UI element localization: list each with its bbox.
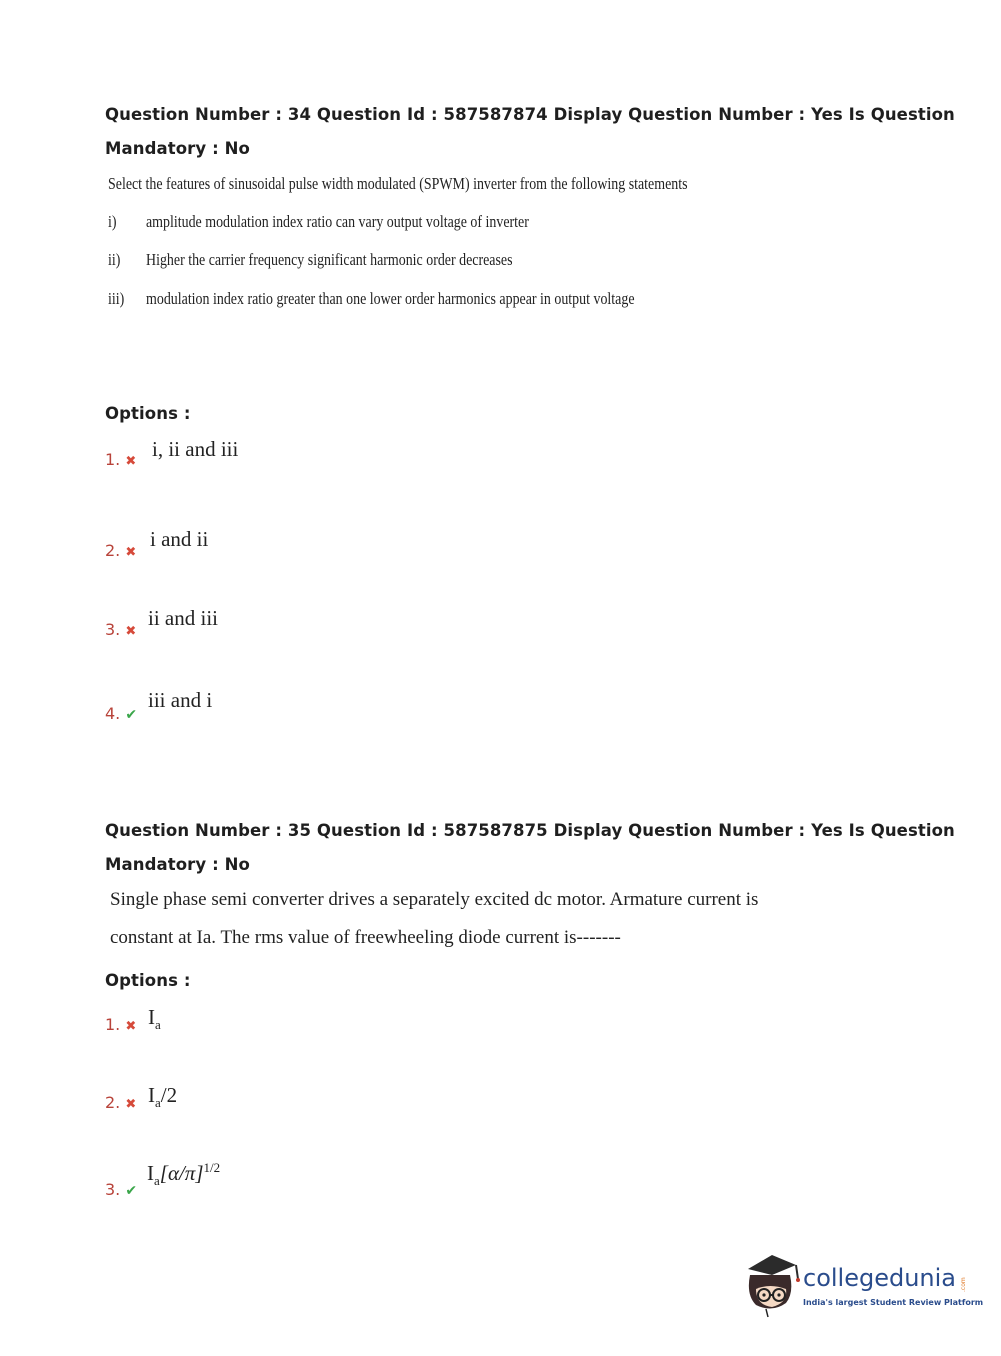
question-34-options-label: Options : [105, 404, 191, 423]
option-number: 4. [105, 704, 121, 723]
check-icon: ✔ [125, 707, 138, 723]
option-number: 2. [105, 1093, 121, 1112]
statement-3-text: modulation index ratio greater than one lower order harmonics appear in output voltage [146, 289, 635, 308]
cross-icon: ✖ [125, 1097, 137, 1112]
logo-wordmark: collegedunia [803, 1264, 957, 1292]
question-35-stem-line1: Single phase semi converter drives a separately excited dc motor. Armature current is [110, 889, 759, 910]
q34-option-3 [105, 620, 136, 639]
q34-option-4 [105, 704, 137, 723]
option-number: 1. [105, 450, 121, 469]
cross-icon: ✖ [125, 624, 137, 639]
q34-option-1 [105, 450, 136, 469]
logo-suffix-text: .com [960, 1277, 967, 1292]
question-35-options-label: Options : [105, 971, 191, 990]
option-number: 2. [105, 541, 121, 560]
statement-3-number: iii) [108, 289, 125, 308]
q34-option-4-text: iii and i [148, 688, 213, 712]
question-34-meta-line2: Mandatory : No [105, 139, 250, 158]
q35-option-1-text: $I_a$ [148, 1005, 161, 1033]
q34-option-2 [105, 541, 136, 560]
q34-option-1-text: i, ii and iii [152, 437, 239, 461]
cross-icon: ✖ [125, 545, 137, 560]
question-34-stem: Select the features of sinusoidal pulse width modulated (SPWM) inverter from the following statements [108, 174, 688, 193]
q35-option-3-text: $I_a[\alpha/\pi]^{1/2}$ [147, 1160, 221, 1189]
cross-icon: ✖ [125, 1019, 137, 1034]
option-number: 3. [105, 1180, 121, 1199]
logo-tagline: India's largest Student Review Platform [803, 1298, 984, 1307]
logo-suffix [959, 1272, 969, 1294]
statement-1-text: amplitude modulation index ratio can vary output voltage of inverter [146, 212, 529, 231]
cross-icon: ✖ [125, 454, 137, 469]
option-number: 1. [105, 1015, 121, 1034]
q35-option-3 [105, 1180, 137, 1199]
q34-option-2-text: i and ii [150, 527, 209, 551]
q34-option-3-text: ii and iii [148, 606, 218, 630]
q35-option-2 [105, 1093, 136, 1112]
question-34-meta-line1: Question Number : 34 Question Id : 587587874 Display Question Number : Yes Is Question [105, 105, 955, 124]
q35-option-1 [105, 1015, 136, 1034]
check-icon: ✔ [125, 1183, 138, 1199]
question-35-meta-line2: Mandatory : No [105, 855, 250, 874]
question-35-stem-line2: constant at Ia. The rms value of freewheeling diode current is------- [110, 927, 621, 948]
question-35-meta-line1: Question Number : 35 Question Id : 587587875 Display Question Number : Yes Is Question [105, 821, 955, 840]
option-number: 3. [105, 620, 121, 639]
statement-1-number: i) [108, 212, 117, 231]
collegedunia-mascot-icon [742, 1249, 802, 1319]
statement-2-number: ii) [108, 250, 121, 269]
q35-option-2-text: $I_a/2$ [148, 1083, 178, 1111]
statement-2-text: Higher the carrier frequency significant harmonic order decreases [146, 250, 513, 269]
